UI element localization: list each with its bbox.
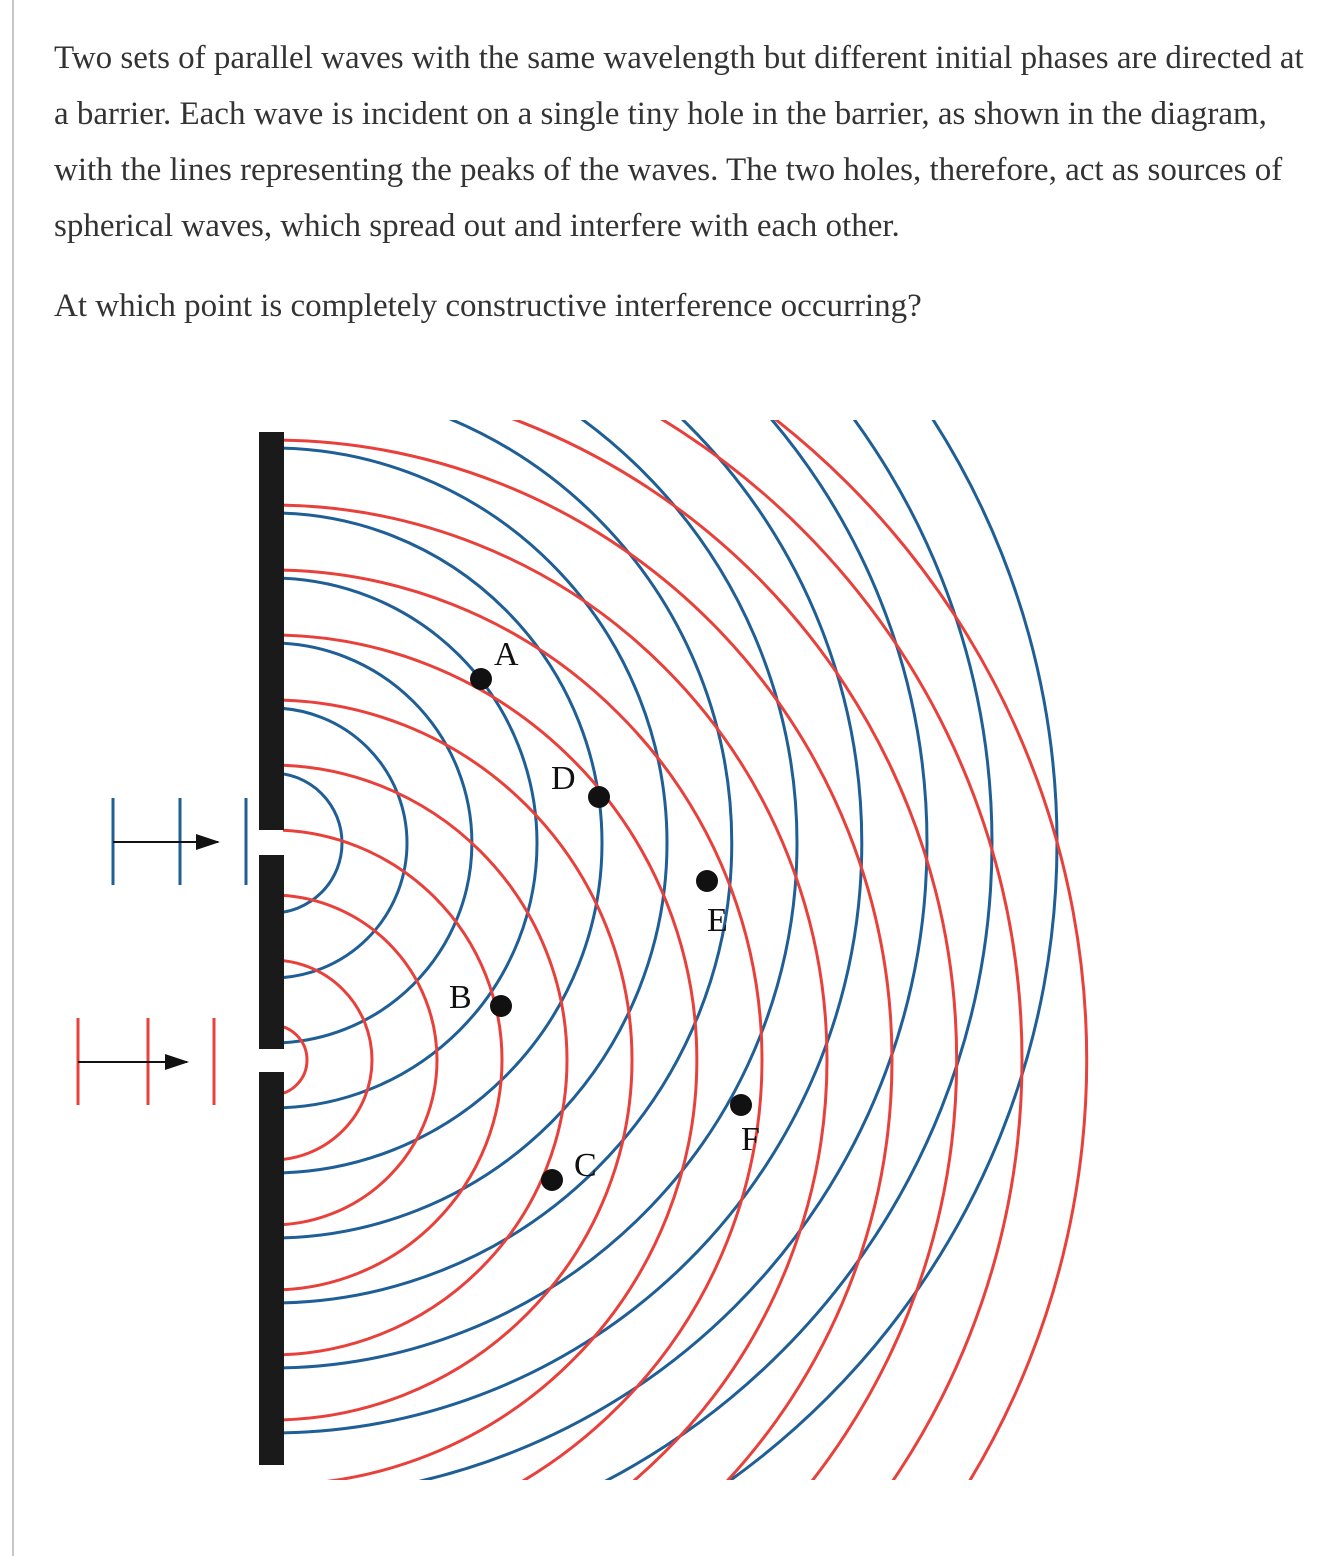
blue-wavefront-9 bbox=[272, 253, 862, 1433]
red-wavefront-2 bbox=[272, 960, 372, 1160]
point-D-label: D bbox=[551, 760, 576, 797]
barrier bbox=[259, 432, 284, 1465]
point-E-label: E bbox=[707, 902, 728, 939]
blue-wavefront-6 bbox=[272, 448, 667, 1238]
question-prompt: At which point is completely constructive interference occurring? bbox=[54, 288, 922, 324]
red-wavefront-12 bbox=[272, 310, 1022, 1556]
point-C-label: C bbox=[574, 1147, 597, 1184]
barrier-bottom-segment bbox=[259, 1072, 284, 1465]
point-E bbox=[696, 870, 728, 939]
point-B-label: B bbox=[449, 979, 472, 1016]
red-wavefront-11 bbox=[272, 375, 957, 1556]
red-incident-wave-symbol bbox=[78, 1018, 214, 1105]
point-F-label: F bbox=[741, 1121, 760, 1158]
point-C bbox=[541, 1147, 597, 1191]
point-A-label: A bbox=[494, 636, 519, 673]
point-F bbox=[730, 1094, 760, 1158]
red-wavefront-3 bbox=[272, 895, 437, 1225]
point-B-dot bbox=[490, 995, 512, 1017]
question-paragraph: Two sets of parallel waves with the same wavelength but different initial phases are directed at a barrier. Each wave is incident on a single tiny hole in the barrier, as shown in the diagram, with the lines representing the peaks of the waves. The two holes, therefore, act as sources of spherical waves, which spread out and interfere with each other. bbox=[54, 40, 1304, 244]
point-C-dot bbox=[541, 1169, 563, 1191]
blue-wavefront-11 bbox=[272, 123, 992, 1556]
point-B bbox=[449, 979, 512, 1017]
barrier-top-segment bbox=[259, 432, 284, 830]
red-wavefront-6 bbox=[272, 700, 632, 1420]
point-A-dot bbox=[470, 668, 492, 690]
blue-incident-wave-symbol bbox=[113, 798, 246, 885]
red-wavefront-8 bbox=[272, 570, 762, 1550]
red-wavefront-10 bbox=[272, 440, 892, 1556]
blue-wavefront-2 bbox=[272, 708, 407, 978]
point-D-dot bbox=[588, 786, 610, 808]
point-F-dot bbox=[730, 1094, 752, 1116]
blue-wavefront-3 bbox=[272, 643, 472, 1043]
red-wavefront-5 bbox=[272, 765, 567, 1355]
point-A bbox=[470, 636, 519, 690]
point-E-dot bbox=[696, 870, 718, 892]
barrier-middle-segment bbox=[259, 855, 284, 1049]
